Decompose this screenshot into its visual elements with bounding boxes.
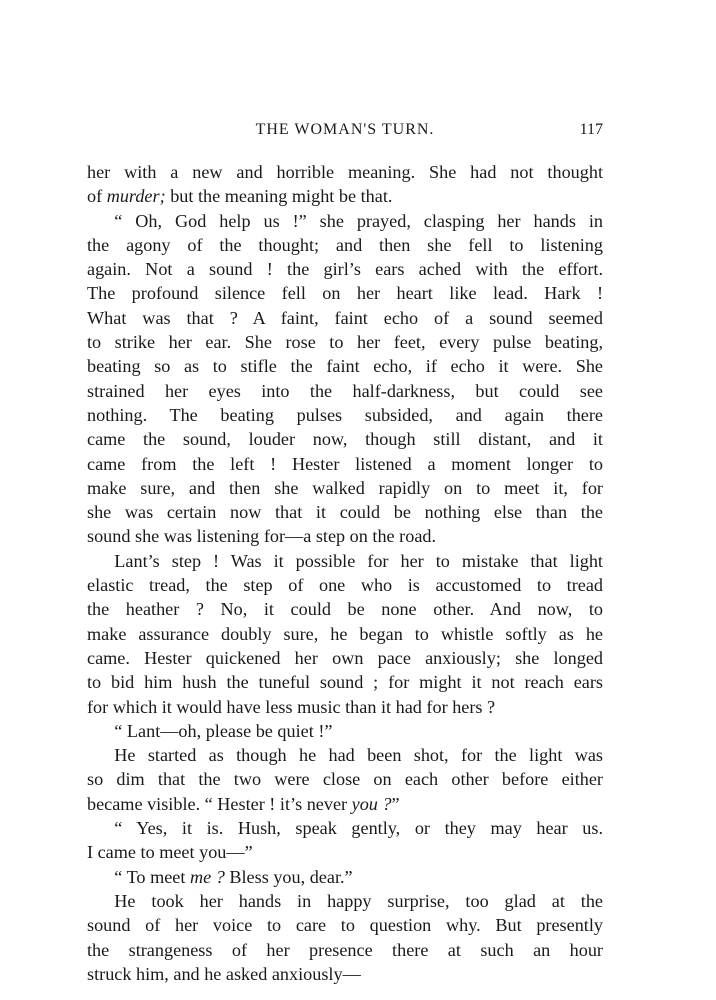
paragraph [87,549,603,719]
book-page [87,117,603,986]
text-line: to strike her ear. She rose to her feet, every pulse beating, [87,332,603,353]
page-number: 117 [579,121,603,138]
text-line: became visible. “ Hester ! it’s never you ?” [87,793,400,814]
text-line: sound of her voice to care to question why. But presently [87,915,603,936]
text-line: “ Yes, it is. Hush, speak gently, or they may hear us. [114,818,603,839]
text-line: sound she was listening for—a step on the road. [87,526,437,547]
text-line: the strangeness of her presence there at such an hour [87,939,603,960]
paragraph [87,209,603,549]
text-line: make assurance doubly sure, he began to whistle softly as he [87,623,603,644]
paragraph [87,743,603,816]
text-line: He started as though he had been shot, for the light was [114,745,603,766]
text-line: “ To meet me ? Bless you, dear.” [114,866,353,887]
text-line: her with a new and horrible meaning. She had not thought [87,162,603,182]
paragraph [87,816,603,865]
running-title: THE WOMAN'S TURN. [255,121,435,138]
text-line: came from the left ! Hester listened a moment longer to [87,453,603,474]
text-line: strained her eyes into the half-darkness, but could see [87,380,603,401]
text-line: What was that ? A faint, faint echo of a sound seemed [87,307,603,328]
text-line: nothing. The beating pulses subsided, and again there [87,404,603,425]
text-line: struck him, and he asked anxiously— [87,963,361,984]
text-line: again. Not a sound ! the girl’s ears ached with the effort. [87,259,603,280]
paragraph [87,889,603,986]
text-line: she was certain now that it could be nothing else than the [87,502,603,523]
text-line: Lant’s step ! Was it possible for her to mistake that light [114,550,603,571]
paragraph [87,719,603,743]
text-line: elastic tread, the step of one who is accustomed to tread [87,575,603,596]
text-line: He took her hands in happy surprise, too glad at the [114,890,603,911]
running-head [87,117,603,147]
text-line: so dim that the two were close on each other before either [87,769,603,790]
text-line: The profound silence fell on her heart like lead. Hark ! [87,283,603,304]
text-line: I came to meet you—” [87,842,253,863]
paragraph [87,160,603,209]
text-line: came. Hester quickened her own pace anxiously; she longed [87,647,603,668]
text-line: the agony of the thought; and then she fell to listening [87,234,603,255]
text-line: to bid him hush the tuneful sound ; for might it not reach ears [87,672,603,693]
text-line: of murder; but the meaning might be that. [87,186,393,207]
text-line: for which it would have less music than it had for hers ? [87,696,496,717]
text-line: “ Lant—oh, please be quiet !” [114,720,333,741]
text-line: make sure, and then she walked rapidly on to meet it, for [87,477,603,498]
body-text [87,160,603,986]
text-line: “ Oh, God help us !” she prayed, clasping her hands in [114,210,603,231]
text-line: beating so as to stifle the faint echo, if echo it were. She [87,356,603,377]
text-line: came the sound, louder now, though still distant, and it [87,429,603,450]
text-line: the heather ? No, it could be none other. And now, to [87,599,603,620]
paragraph [87,865,603,889]
